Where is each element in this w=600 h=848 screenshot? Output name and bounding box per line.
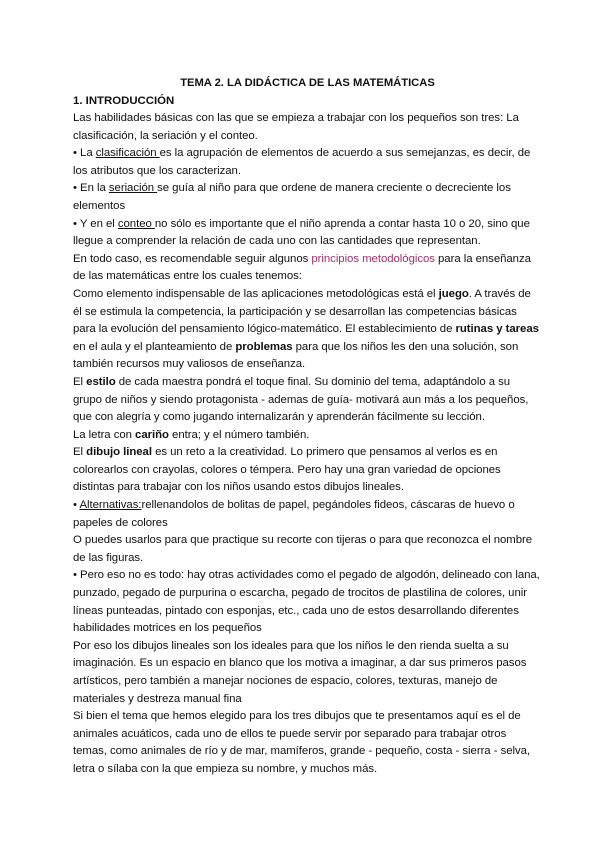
term-seriacion: seriación: [108, 182, 158, 195]
bullet-clasificacion: • La clasificación es la agrupación de elementos de acuerdo a sus semejanzas, es decir, de los atributos que los caracterizan.: [73, 147, 531, 177]
term-estilo: estilo: [86, 375, 116, 388]
paragraph-estilo: El estilo de cada maestra pondrá el toque final. Su dominio del tema, adaptándolo a su grupo de niños y siendo protagonista - ademas de guía- motivará aun más a los pequeños, que con alegría y como jugando internalizarán y aprenderán fácilmente su lección.: [73, 375, 529, 424]
term-conteo: conteo: [117, 217, 155, 230]
term-clasificacion: clasificación: [95, 147, 160, 160]
section-heading-intro: 1. INTRODUCCIÓN: [73, 95, 175, 107]
paragraph-principios: En todo caso, es recomendable seguir algunos principios metodológicos para la enseñanza de las matemáticas entre los cuales tenemos:: [73, 252, 531, 283]
paragraph-juego: Como elemento indispensable de las aplicaciones metodológicas está el juego. A través de él se estimula la competencia, la participación y se desarrollan las competencias básicas para la evolución del pensamiento lógico-matemático. El establecimiento de rutinas y tareas en el aula y el planteamiento de problemas para que los niños les den una solución, son también recursos muy valiosos de enseñanza.: [73, 287, 539, 371]
bullet-seriacion: • En la seriación se guía al niño para que ordene de manera creciente o decreciente los elementos: [73, 182, 511, 212]
paragraph-recorte: O puedes usarlos para que practique su recorte con tijeras o para que reconozca el nombre de las figuras.: [73, 534, 533, 564]
paragraph-imaginacion: Por eso los dibujos lineales son los ideales para que los niños le den rienda suelta a su imaginación. Es un espacio en blanco que los motiva a imaginar, a dar sus primeros pasos artísticos, pero también a manejar nociones de espacio, colores, texturas, manejo de materiales y destreza manual fina: [73, 639, 527, 705]
paragraph-carino: La letra con cariño entra; y el número también.: [73, 428, 310, 441]
paragraph-animales-acuaticos: Si bien el tema que hemos elegido para los tres dibujos que te presentamos aquí es el de animales acuáticos, cada uno de ellos te puede servir por separado para trabajar otros temas, como animales de río y de mar, mamíferos, grande - pequeño, costa - sierra - selva, letra o sílaba con la que empieza su nombre, y muchos más.: [73, 710, 531, 775]
link-principios-metodologicos[interactable]: principios metodológicos: [311, 252, 435, 265]
term-alternativas: Alternativas:: [79, 499, 142, 512]
paragraph-habilidades: Las habilidades básicas con las que se empieza a trabajar con los pequeños son tres: La clasificación, la seriación y el conteo.: [73, 112, 519, 142]
term-problemas: problemas: [235, 340, 293, 353]
bullet-alternativas: • Alternativas:rellenandolos de bolitas de papel, pegándoles fideos, cáscaras de huevo o papeles de colores: [73, 499, 515, 529]
paragraph-dibujo-lineal: El dibujo lineal es un reto a la creatividad. Lo primero que pensamos al verlos es en colorearlos con crayolas, colores o témpera. Pero hay una gran variedad de opciones distintas para trabajar con los niños usando estos dibujos lineales.: [73, 446, 501, 494]
term-rutinas: rutinas y tareas: [455, 323, 539, 336]
bullet-actividades: • Pero eso no es todo: hay otras actividades como el pegado de algodón, delineado con lana, punzado, pegado de purpurina o escarcha, pegado de trocitos de plastilina de colores, unir líneas punteadas, pintado con esponjas, etc., cada uno de estos desarrollando diferentes habilidades motrices en los pequeños: [73, 569, 540, 635]
term-dibujo-lineal: dibujo lineal: [86, 446, 152, 459]
term-juego: juego: [438, 287, 469, 300]
doc-title: TEMA 2. LA DIDÁCTICA DE LAS MATEMÁTICAS: [180, 77, 435, 89]
bullet-conteo: • Y en el conteo no sólo es importante que el niño aprenda a contar hasta 10 o 20, sino que llegue a comprender la relación de cada uno con las cantidades que representan.: [73, 217, 530, 248]
term-carino: cariño: [135, 428, 169, 441]
